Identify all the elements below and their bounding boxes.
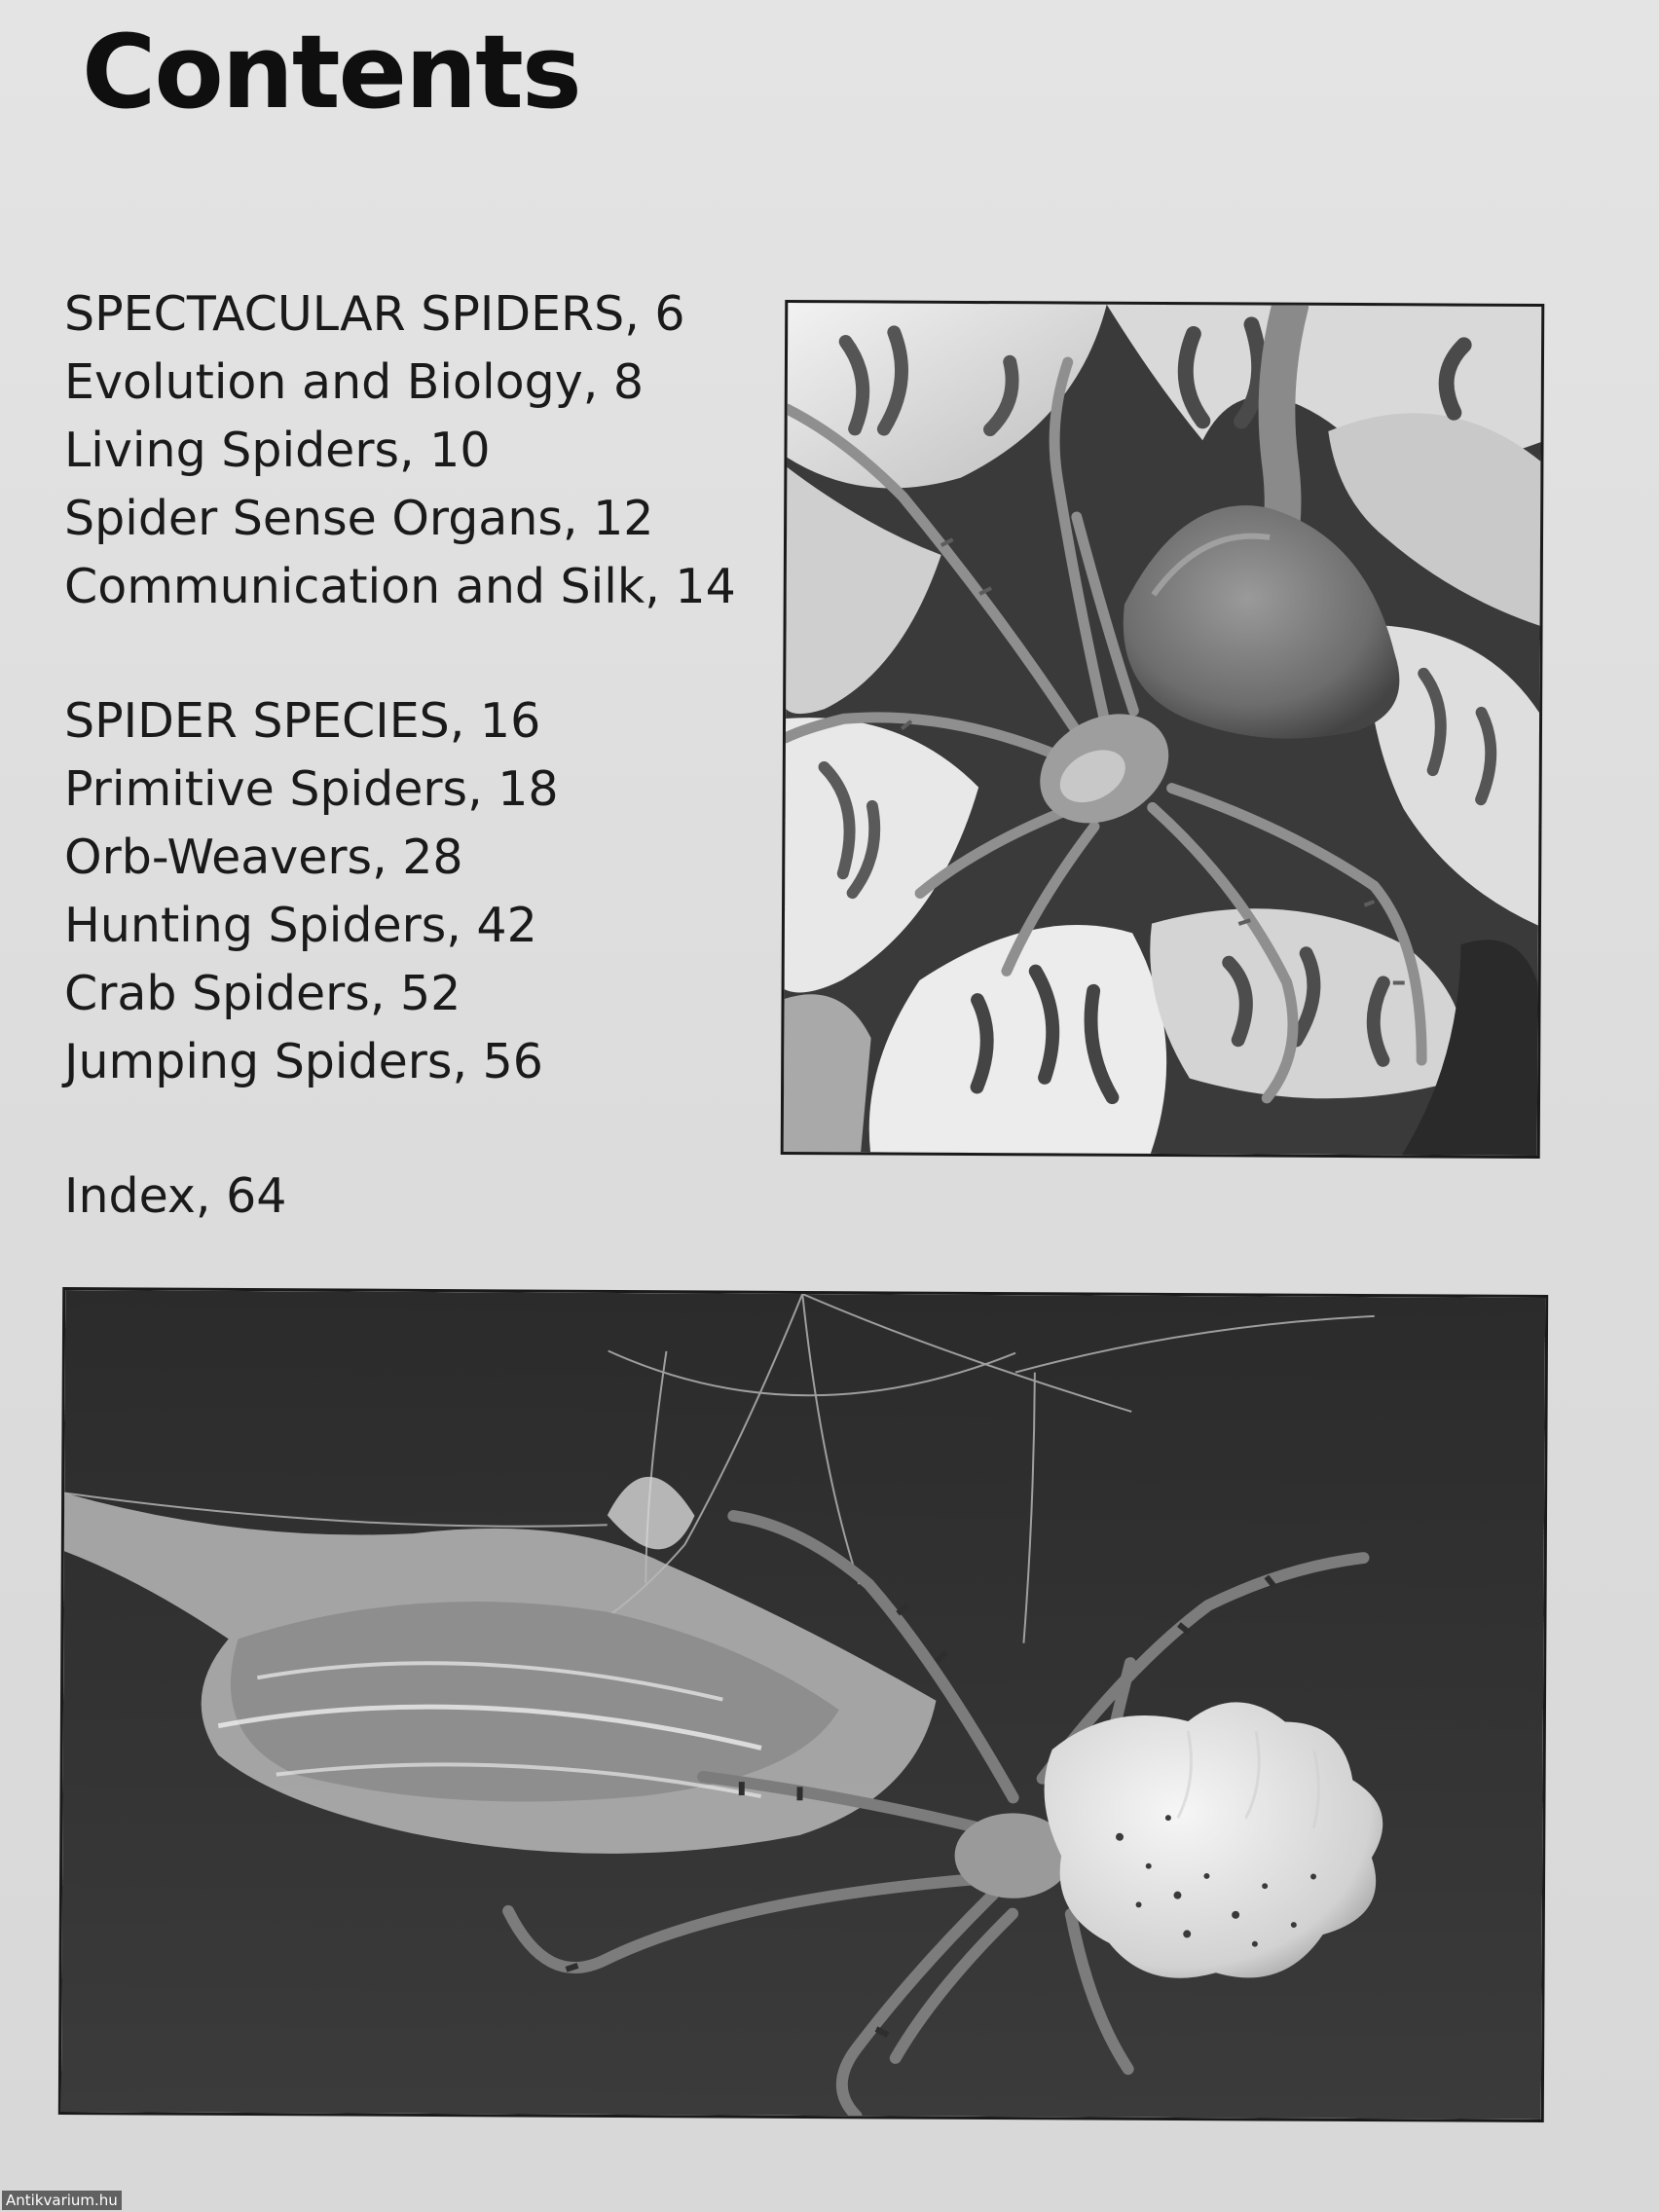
- page-title: Contents: [82, 13, 580, 131]
- toc-entry-label: Spider Sense Organs: [64, 491, 563, 546]
- toc-entry-separator: ,: [369, 966, 400, 1021]
- toc-entry-label: Living Spiders: [64, 423, 400, 478]
- toc-entry-separator: ,: [467, 761, 498, 817]
- table-of-contents: [64, 280, 765, 1231]
- toc-entry-page: 64: [226, 1168, 287, 1224]
- toc-entry-label: Evolution and Biology: [64, 354, 583, 410]
- toc-entry-page: 16: [479, 693, 541, 749]
- toc-entry-separator: ,: [195, 1168, 227, 1224]
- toc-entry-label: Primitive Spiders: [64, 761, 468, 817]
- toc-entry-separator: ,: [645, 559, 676, 614]
- toc-entry-label: Communication and Silk: [64, 559, 645, 614]
- toc-entry-separator: ,: [446, 898, 477, 953]
- toc-entry[interactable]: [64, 417, 765, 485]
- toc-entry-label: SPECTACULAR SPIDERS: [64, 286, 625, 342]
- toc-section-spectacular-spiders: [64, 280, 765, 621]
- toc-entry-page: 8: [612, 354, 645, 410]
- toc-entry-separator: ,: [562, 491, 594, 546]
- toc-entry-label: Crab Spiders: [64, 966, 370, 1021]
- toc-entry[interactable]: [64, 892, 765, 960]
- toc-entry-label: Orb-Weavers: [64, 830, 373, 885]
- toc-section-spider-species: [64, 687, 765, 1096]
- toc-entry-page: 56: [482, 1034, 543, 1089]
- toc-entry-separator: ,: [399, 423, 430, 478]
- toc-entry-label: Hunting Spiders: [64, 898, 447, 953]
- toc-entry-page: 6: [654, 286, 685, 342]
- toc-entry-page: 12: [593, 491, 654, 546]
- crab-spider-photo: [781, 300, 1545, 1159]
- toc-entry[interactable]: [64, 687, 765, 756]
- toc-entry[interactable]: [64, 1028, 765, 1096]
- crab-spider-illustration: [784, 303, 1542, 1156]
- toc-entry[interactable]: [64, 553, 765, 621]
- toc-entry-label: Jumping Spiders: [64, 1034, 453, 1089]
- toc-entry-separator: ,: [452, 1034, 483, 1089]
- toc-entry[interactable]: [64, 960, 765, 1028]
- web-spider-illustration: [61, 1290, 1545, 2120]
- toc-entry-separator: ,: [624, 286, 655, 342]
- toc-entry-page: 28: [402, 830, 463, 885]
- toc-entry[interactable]: [64, 756, 765, 824]
- toc-entry[interactable]: [64, 280, 765, 349]
- toc-entry-separator: ,: [449, 693, 480, 749]
- toc-entry[interactable]: [64, 824, 765, 892]
- toc-entry[interactable]: [64, 1162, 765, 1231]
- toc-entry-page: 52: [399, 966, 461, 1021]
- toc-entry-page: 10: [429, 423, 491, 478]
- watermark-text: Antikvarium.hu: [2, 2191, 122, 2210]
- toc-entry-separator: ,: [582, 354, 613, 410]
- web-spider-photo: [58, 1287, 1548, 2122]
- toc-entry-label: SPIDER SPECIES: [64, 693, 450, 749]
- toc-entry[interactable]: [64, 349, 765, 417]
- toc-section-index: [64, 1162, 765, 1231]
- toc-entry-page: 14: [675, 559, 736, 614]
- toc-entry-page: 42: [476, 898, 537, 953]
- toc-entry-separator: ,: [372, 830, 403, 885]
- toc-entry[interactable]: [64, 485, 765, 553]
- toc-entry-label: Index: [64, 1168, 196, 1224]
- toc-entry-page: 18: [498, 761, 559, 817]
